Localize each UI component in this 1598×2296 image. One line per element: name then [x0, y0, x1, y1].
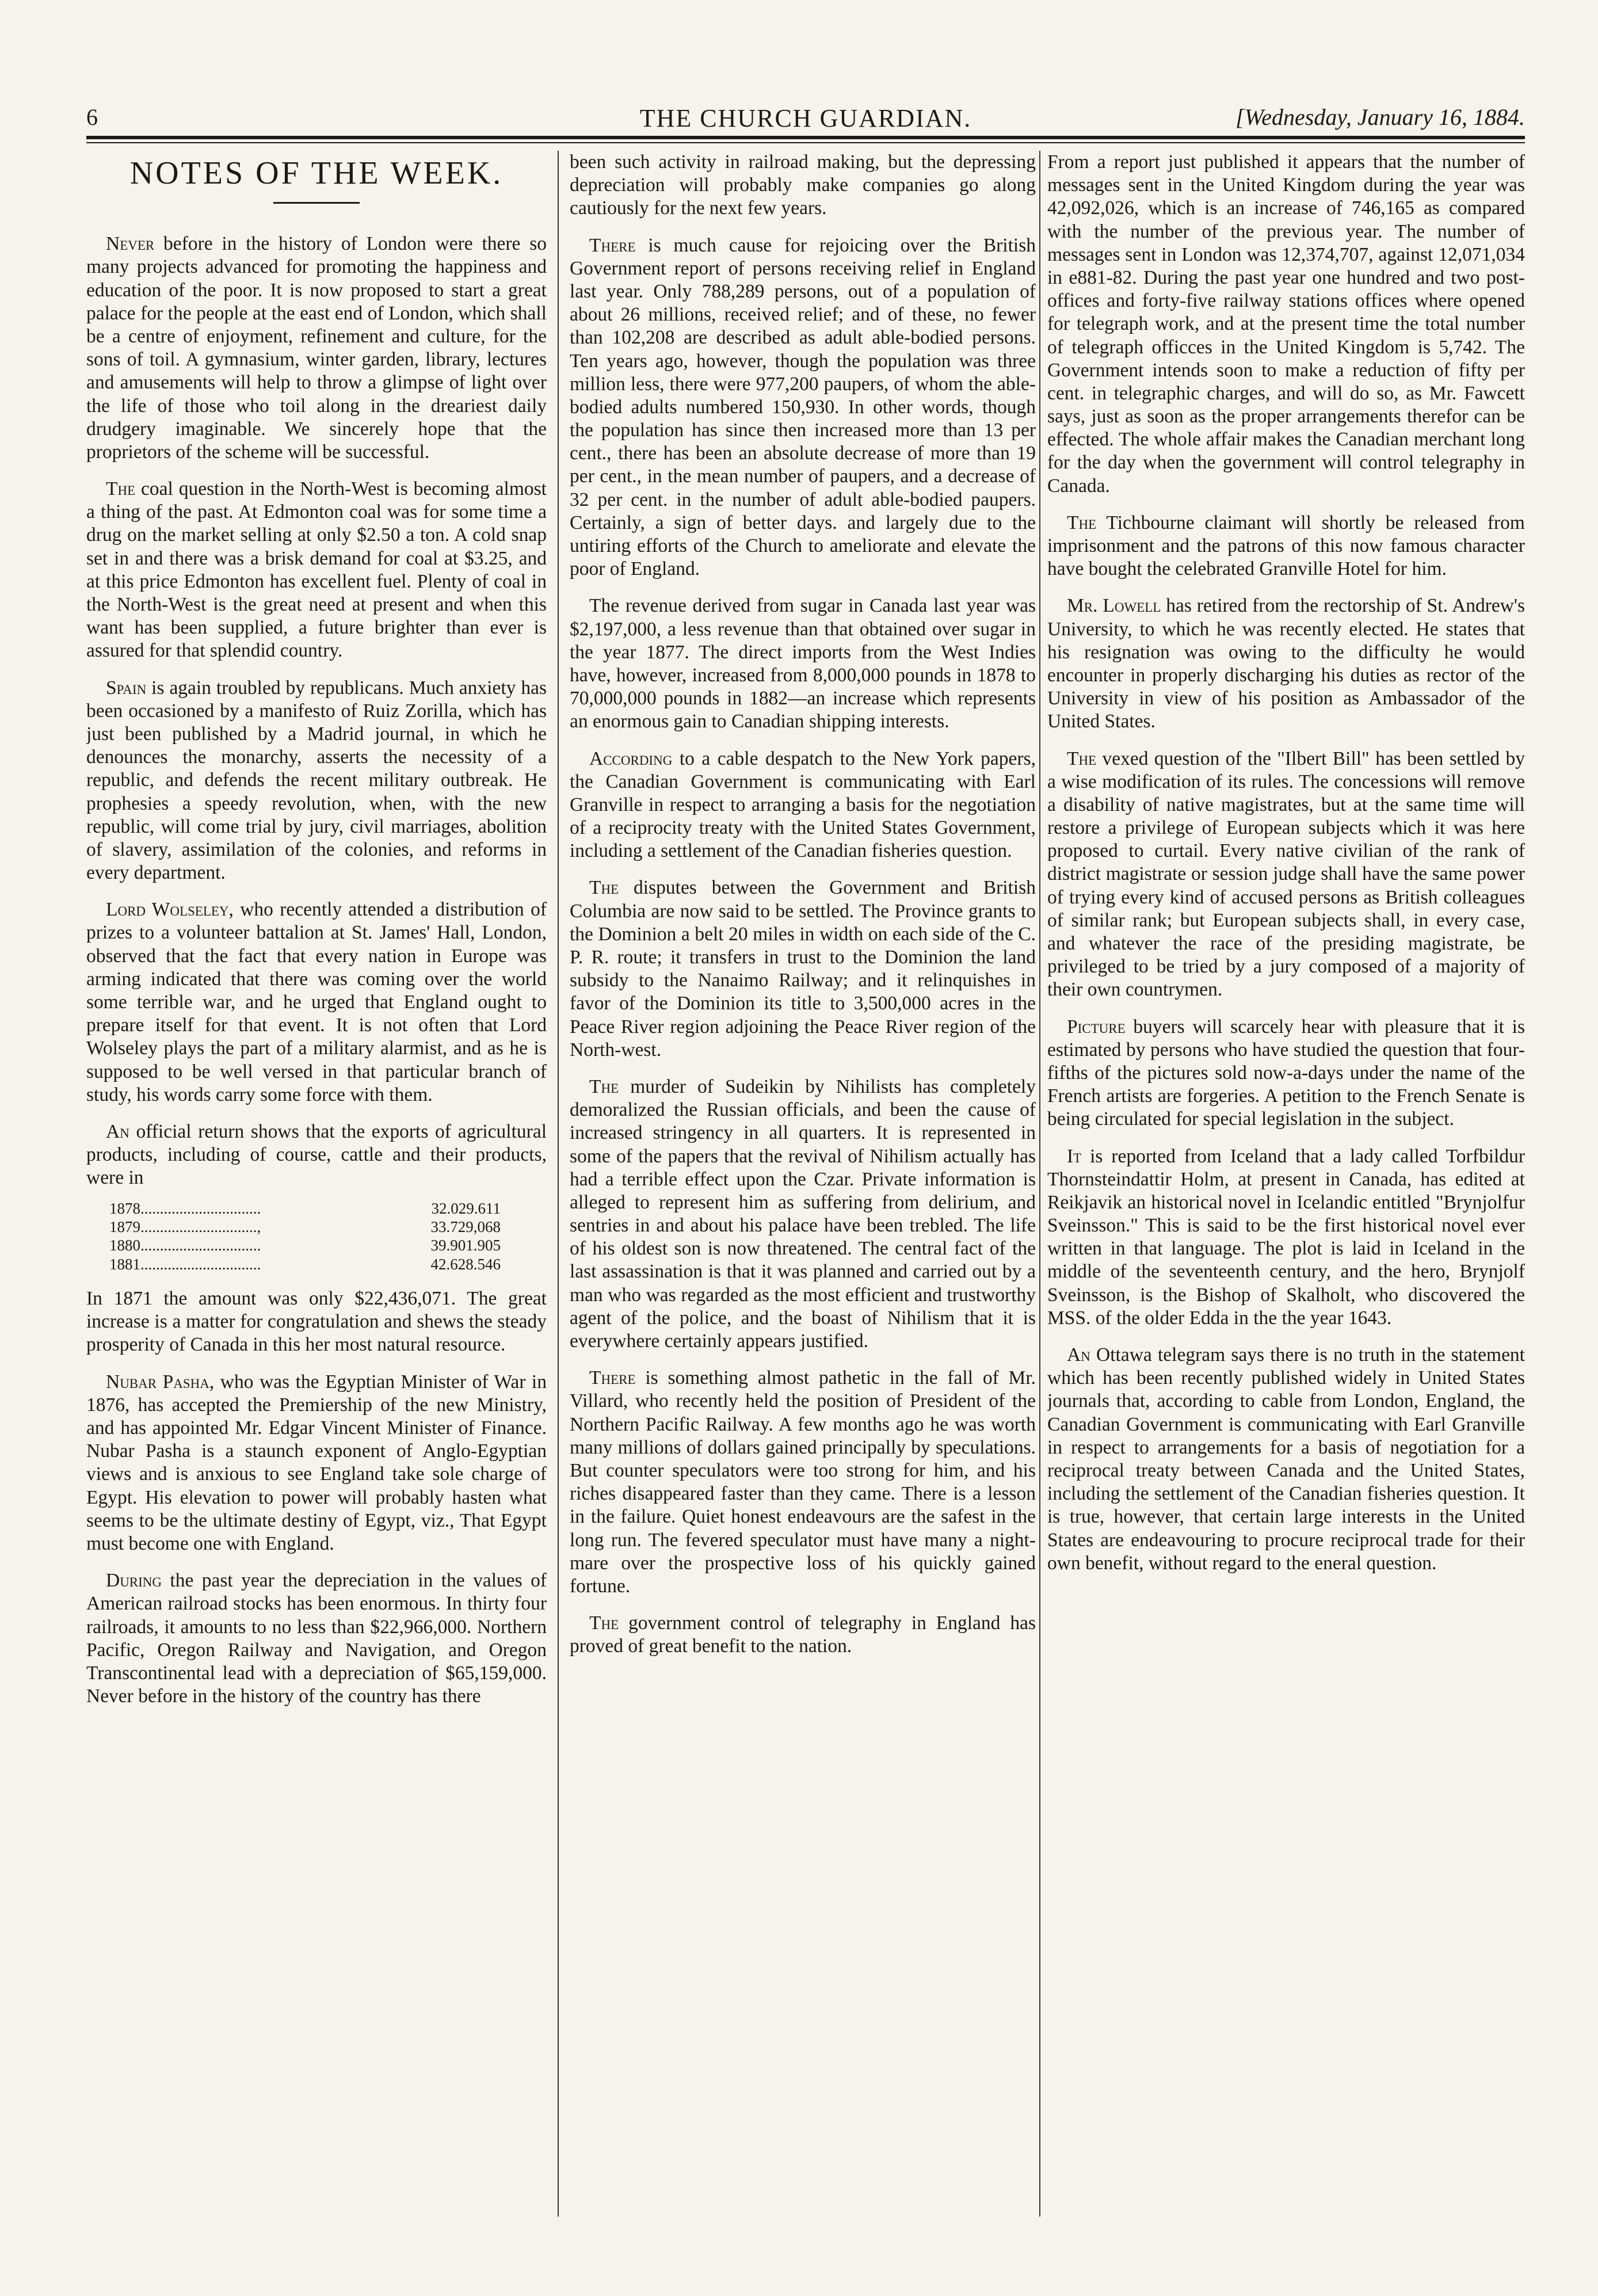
table-row [109, 1199, 501, 1218]
exports-table [109, 1199, 547, 1274]
paragraph: Mr. Lowell has retired from the rectorship of St. Andrew's University, to which he was recently elected. He states that his resignation was owing to the difficulty he would encounter in properly discharging his duties as rector of the University in view of his position as Ambassador of the United States. [1047, 595, 1525, 733]
row-value: 32.029.611 [431, 1199, 501, 1217]
paragraph: The government control of telegraphy in England has proved of great benefit to the nation. [570, 1612, 1036, 1657]
paragraph: been such activity in railroad making, but the depressing depreciation will probably make companies go along cautiously for the next few years. [570, 151, 1036, 219]
row-value: 33.729,068 [430, 1218, 501, 1235]
paragraph: In 1871 the amount was only $22,436,071. The great increase is a matter for congratulation and shews the steady prosperity of Canada in this her most natural resource. [86, 1288, 547, 1356]
header-rule-thin [86, 142, 1525, 143]
paragraph: From a report just published it appears that the number of messages sent in the United Kingdom during the year was 42,092,026, which is an increase of 746,165 as compared with the number of the previous year. The number of messages sent in London was 12,374,707, against 12,071,034 in e881-82. During the past year one hundred and two post-offices and forty-five railway stations offices where opened for telegraph work, and at the present time the total number of telegraph officces in the United Kingdom is 5,742. The Government intends soon to make a reduction of fifty per cent. in telegraphic charges, and will do so, as Mr. Fawcett says, just as soon as the proper arrangements therefor can be effected. The whole affair makes the Canadian merchant long for the day when the government will control telegraphy in Canada. [1047, 151, 1525, 497]
paragraph: There is something almost pathetic in the fall of Mr. Villard, who recently held the position of President of the Northern Pacific Railway. A few months ago he was worth many millions of dollars gained principally by speculations. But counter speculators were too strong for him, and his riches disappeared faster than they came. There is a lesson in the failure. Quiet honest endeavours are the safest in the long run. The fevered speculator must have many a night-mare over the prospective loss of his quickly gained fortune. [570, 1367, 1036, 1597]
paragraph: The Tichbourne claimant will shortly be released from imprisonment and the patrons of this now famous character have bought the celebrated Granville Hotel for him. [1047, 512, 1525, 580]
paragraph: The disputes between the Government and British Columbia are now said to be settled. The Province grants to the Dominion a belt 20 miles in width on each side of the C. P. R. route; it transfers in trust to the Dominion the land subsidy to the Nanaimo Railway; and it relinquishes in favor of the Dominion its title to 3,500,000 acres in the Peace River region adjoining the Peace River region of the North-west. [570, 877, 1036, 1061]
paragraph: During the past year the depreciation in the values of American railroad stocks has been enormous. In thirty four railroads, it amounts to no less than $22,966,000. Northern Pacific, Oregon Railway and Navigation, and Oregon Transcontinental lead with a depreciation of $65,159,000. Never before in the history of the country has there [86, 1570, 547, 1707]
row-value: 39.901.905 [430, 1237, 501, 1254]
paragraph: An Ottawa telegram says there is no truth in the statement which has been recently published widely in United States journals that, according to cable from London, England, the Canadian Government is communicating with Earl Granville in respect to arrangements for a basis of negotiation for a reciprocal treaty between Canada and the United States, including the settlement of the Canadian fisheries question. It is true, however, that certain large interests in the United States are endeavouring to procure reciprocal trade for their own benefit, without regard to the eneral question. [1047, 1344, 1525, 1574]
row-value: 42.628.546 [430, 1255, 501, 1273]
paragraph: Lord Wolseley, who recently attended a distribution of prizes to a volunteer battalion at St. James' Hall, London, observed that the fact that every nation in Europe was arming indicated that there was coming over the world some terrible war, and he urged that England ought to prepare itself for that event. It is not often that Lord Wolseley plays the part of a military alarmist, and as he is supposed to be well versed in that particular branch of study, his words carry some force with them. [86, 899, 547, 1105]
table-row [109, 1236, 501, 1254]
row-label: 1879.............................., [109, 1218, 261, 1235]
paragraph: An official return shows that the exports of agricultural products, including of course, cattle and their products, were in [86, 1120, 547, 1189]
column-1 [86, 151, 547, 2234]
row-label: 1880............................... [109, 1237, 261, 1254]
issue-date: [Wednesday, January 16, 1884. [1235, 104, 1525, 130]
row-label: 1881............................... [109, 1255, 261, 1273]
paragraph: The murder of Sudeikin by Nihilists has completely demoralized the Russian officials, and been the cause of increased stringency in all quarters. It is represented in some of the papers that the revival of Nihilism actually has had a terrible effect upon the Czar. Private information is alleged to represent him as suffering from delirium, and sentries in and about his palace have been trebled. The life of his oldest son is now threatened. The central fact of the last assassination is that it was planned and carried out by a man who was regarded as the most efficient and trustworthy agent of the police, and the boast of Nihilism that it is everywhere certainly appears justified. [570, 1075, 1036, 1352]
table-row [109, 1255, 501, 1273]
paragraph: The revenue derived from sugar in Canada last year was $2,197,000, a less revenue than that obtained over sugar in the year 1877. The direct imports from the West Indies have, however, increased from 8,000,000 pounds in 1878 to 70,000,000 pounds in 1882—an increase which represents an enormous gain to Canadian shipping interests. [570, 595, 1036, 733]
column-divider [1039, 151, 1040, 2217]
column-3 [1047, 151, 1525, 2234]
paragraph: Spain is again troubled by republicans. Much anxiety has been occasioned by a manifesto of Ruiz Zorilla, which has just been published by a Madrid journal, in which he denounces the monarchy, asserts the necessity of a republic, and defends the recent military outbreak. He prophesies a speedy revolution, when, with the new republic, will come trial by jury, civil marriages, abolition of slavery, assimilation of the colonies, and reforms in every department. [86, 677, 547, 884]
paragraph: According to a cable despatch to the New York papers, the Canadian Government is communicating with Earl Granville in respect to arranging a basis for the negotiation of a reciprocity treaty with the United States Government, including a settlement of the Canadian fisheries question. [570, 747, 1036, 862]
paragraph: Never before in the history of London were there so many projects advanced for promoting the happiness and education of the poor. It is now proposed to start a great palace for the people at the east end of London, which shall be a centre of enjoyment, refinement and culture, for the sons of toil. A gymnasium, winter garden, library, lectures and amusements will help to throw a glimpse of light over the life of those who toil along in the dreariest daily drudgery imaginable. We sincerely hope that the proprietors of the scheme will be successful. [86, 233, 547, 463]
paragraph: There is much cause for rejoicing over the British Government report of persons receiving relief in England last year. Only 788,289 persons, out of a population of about 26 millions, received relief; and of these, no fewer than 102,208 are described as adult able-bodied persons. Ten years ago, however, though the population was three million less, there were 977,200 paupers, of whom the able-bodied adults numbered 150,930. In other words, though the population has since then increased more than 13 per cent., there has been an absolute decrease of more than 19 per cent., in the mean number of paupers, and a decrease of 32 per cent. in the number of adult able-bodied paupers. Certainly, a sign of better days. and largely due to the untiring efforts of the Church to ameliorate and elevate the poor of England. [570, 234, 1036, 580]
table-row [109, 1218, 501, 1236]
paragraph: It is reported from Iceland that a lady called Torfbildur Thornsteindattir Holm, at present in Canada, has edited at Reikjavik an historical novel in Icelandic entitled "Brynjolfur Sveinsson." This is said to be the first historical novel ever written in that language. The plot is laid in Iceland in the middle of the seventeenth century, and the hero, Brynjolf Sveinsson, is the Bishop of Skalholt, who discovered the MSS. of the older Edda in the the year 1643. [1047, 1145, 1525, 1329]
section-heading: NOTES OF THE WEEK. [129, 155, 504, 191]
paragraph: The coal question in the North-West is becoming almost a thing of the past. At Edmonton coal was for some time a drug on the market selling at only $2.50 a ton. A cold snap set in and there was a brisk demand for coal at $3.25, and at this price Edmonton has excellent fuel. Plenty of coal in the North-West is the great need at present and when this want has been supplied, a future brighter than ever is assured for that splendid country. [86, 478, 547, 662]
publication-title: THE CHURCH GUARDIAN. [639, 104, 972, 132]
page-number: 6 [86, 104, 98, 130]
header-rule [86, 136, 1525, 139]
paragraph: The vexed question of the "Ilbert Bill" has been settled by a wise modification of its rules. The concessions will remove a disability of native magistrates, but at the same time will restore a privilege of European subjects which it was here proposed to curtail. Every native civilian of the rank of district magistrate or session judge shall have the same power of trying every kind of accused persons as British colleagues of similar rank; but European subjects shall, in every case, and whatever the race of the presiding magistrate, be privileged to be tried by a jury composed of a majority of their own countrymen. [1047, 747, 1525, 1001]
heading-dash [273, 202, 360, 204]
page-header [86, 104, 1525, 138]
row-label: 1878............................... [109, 1199, 261, 1217]
column-divider [558, 151, 559, 2217]
paragraph: Nubar Pasha, who was the Egyptian Minister of War in 1876, has accepted the Premiership of the new Ministry, and has appointed Mr. Edgar Vincent Minister of Finance. Nubar Pasha is a staunch exponent of Anglo-Egyptian views and is anxious to see England take sole charge of Egypt. His elevation to power will probably hasten what seems to be the ultimate destiny of Egypt, viz., That Egypt must become one with England. [86, 1371, 547, 1554]
column-2 [570, 151, 1036, 2234]
paragraph: Picture buyers will scarcely hear with pleasure that it is estimated by persons who have studied the question that four-fifths of the pictures sold now-a-days under the name of the French artists are forgeries. A petition to the French Senate is being circulated for special legislation in the subject. [1047, 1016, 1525, 1130]
